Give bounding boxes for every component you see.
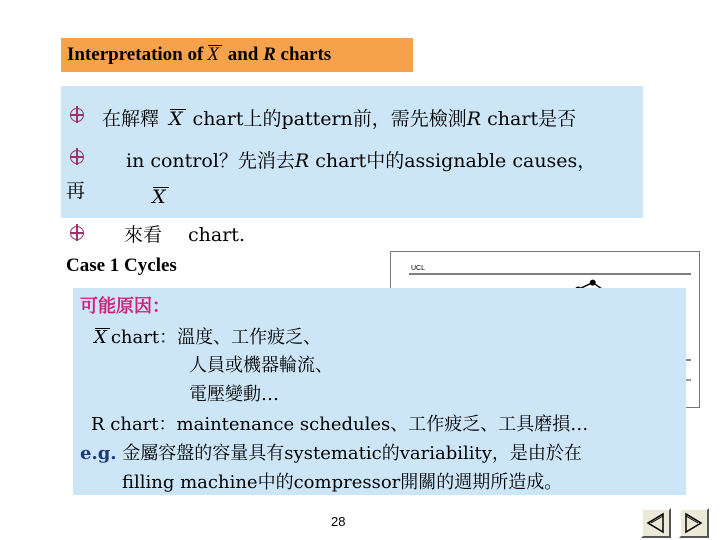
forward-button[interactable] — [679, 508, 709, 538]
rchart-causes: R chart：maintenance schedules、工作疲乏、工具磨損… — [91, 414, 589, 435]
slide-title — [67, 44, 331, 66]
causes-heading: 可能原因： — [80, 296, 170, 317]
title-middle: and — [227, 44, 259, 65]
xchart-causes-line-2: 人員或機器輪流、 — [189, 355, 333, 376]
text-segment: chart中的assignable causes， — [315, 150, 597, 172]
xbar-symbol: X — [169, 108, 183, 130]
xbar-symbol: X — [94, 327, 107, 348]
title-xbar-symbol: X — [207, 44, 219, 65]
bullet-line-2-cont: 再 — [66, 180, 86, 202]
title-banner — [61, 38, 413, 72]
title-r-symbol: R — [263, 44, 276, 65]
case-title: Case 1 Cycles — [66, 255, 177, 276]
bullet-icon — [70, 226, 84, 240]
text-segment: 在解釋 — [102, 108, 160, 130]
example-line — [80, 439, 582, 465]
r-symbol: R — [466, 108, 482, 130]
page-number: 28 — [331, 514, 346, 529]
r-symbol: R — [294, 150, 310, 172]
example-line-2: filling machine中的compressor開關的週期所造成。 — [122, 472, 563, 493]
triangle-left-icon — [643, 510, 669, 536]
ucl-label: UCL — [411, 265, 426, 272]
text-segment: chart. — [188, 224, 245, 246]
text-segment: chart：溫度、工作疲乏、 — [110, 327, 322, 348]
title-prefix: Interpretation of — [67, 44, 204, 65]
bullet-icon — [70, 150, 84, 164]
bullet-line-3-xbar — [148, 186, 170, 208]
text-segment: 來看 — [124, 224, 163, 246]
text-segment: chart上的pattern前，需先檢測 — [192, 108, 467, 130]
text-segment: 金屬容盤的容量具有systematic的variability，是由於在 — [122, 443, 582, 464]
xchart-causes-line-3: 電壓變動… — [189, 384, 279, 405]
bullet-icon — [70, 108, 84, 122]
bullet-line-2 — [126, 146, 596, 173]
text-segment: in control？先消去 — [126, 150, 295, 172]
eg-label: e.g. — [80, 443, 117, 464]
bullet-line-1 — [102, 104, 576, 131]
title-suffix: charts — [280, 44, 332, 65]
xbar-symbol: X — [152, 186, 166, 208]
bullet-line-3 — [124, 220, 245, 247]
xchart-causes — [90, 323, 321, 349]
data-point — [590, 280, 596, 286]
back-button[interactable] — [641, 508, 671, 538]
text-segment: chart是否 — [487, 108, 577, 130]
triangle-right-icon — [681, 510, 707, 536]
